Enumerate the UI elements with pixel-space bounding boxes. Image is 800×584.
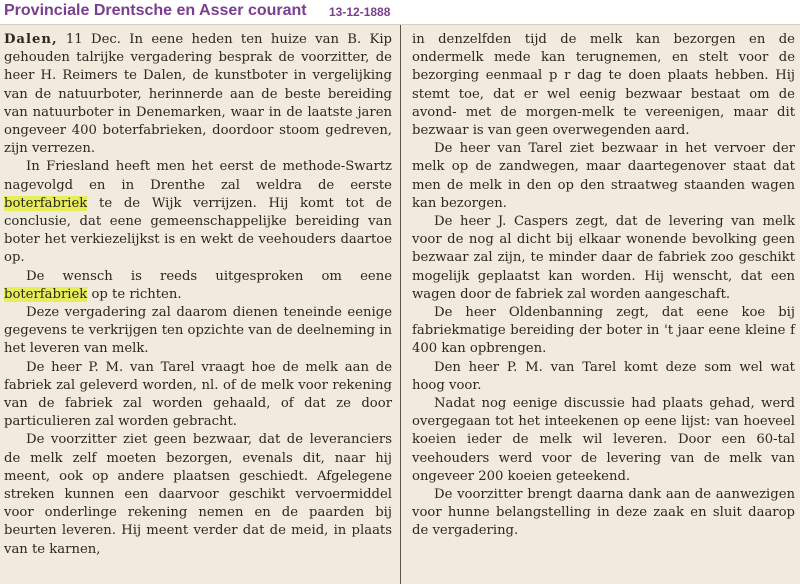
paragraph-text: 11 Dec. In eene heden ten huize van B. Kip gehouden talrijke vergadering besprak de voorzitter, de heer H. Reimers te Dalen, de kunstboter in vergelijking van de natuurboter, herinnerde aan de beste bereiding van natuurboter in Denemarken, waar in de laatste jaren ongeveer 400 boterfabrieken, doordoor stoom gedreven, zijn verrezen. [4,32,392,157]
article-paragraph: De heer van Tarel ziet bezwaar in het vervoer der melk op de zandwegen, maar daartegenover staat dat men de melk in den op den straatweg staanden wagen kan bezorgen. [412,141,795,211]
paragraph-text: De wensch is reeds uitgesproken om eene [26,268,392,284]
dateline: Dalen, [4,32,58,47]
article-paragraph [4,158,392,267]
article-column-right [412,31,795,541]
article-paragraph: Den heer P. M. van Tarel komt deze som wel wat hoog voor. [412,359,795,393]
article-paragraph: De heer Oldenbanning zegt, dat eene koe bij fabriekmatige bereiding der boter in 't jaar eene kleine f 400 kan opbrengen. [412,305,795,357]
page-header [0,0,800,24]
newspaper-clipping [0,24,800,584]
paragraph-text: In Friesland heeft men het eerst de methode-Swartz nagevolgd en in Drenthe zal weldra de eerste [4,159,392,193]
paragraph-text: te de Wijk verrijzen. Hij komt tot de conclusie, dat eene gemeenschappelijke bereiding van boter het verkiezelijkst is en wekt de veehouders daartoe op. [4,195,392,266]
column-divider [400,25,401,584]
search-highlight: boterfabriek [4,286,88,302]
article-paragraph [4,268,392,304]
newspaper-title[interactable]: Provinciale Drentsche en Asser courant [4,2,307,19]
article-paragraph: De heer J. Caspers zegt, dat de levering van melk voor de nog al dicht bij elkaar wonende bevolking geen bezwaar zal zijn, te minder daar de fabriek zoo geschikt mogelijk geplaatst kan worden. Hij wenscht, dat een wagen door de fabriek zal worden aangeschaft. [412,214,795,302]
article-paragraph: De voorzitter brengt daarna dank aan de aanwezigen voor hunne belangstelling in deze zaak en sluit daarop de vergadering. [412,487,795,539]
issue-date: 13-12-1888 [329,5,391,19]
article-paragraph: De voorzitter ziet geen bezwaar, dat de leveranciers de melk zelf moeten bezorgen, evenals dit, naar hij meent, ook op andere plaatsen geschiedt. Afgelegene streken kunnen een daarvoor geschikt vervoermiddel voor onderlinge rekening nemen en de paarden bij beurten leveren. Hij meent verder dat de meid, in plaats van te karnen, [4,432,392,557]
article-paragraph [4,31,392,158]
paragraph-text: op te richten. [87,286,182,302]
article-paragraph: in denzelfden tijd de melk kan bezorgen en de ondermelk mede kan terugnemen, en stelt voor de bezorging eenmaal p r dag te doen plaats hebben. Hij stemt toe, dat er wel eenig bezwaar bestaat om de avond- met de morgen-melk te vereenigen, maar dit bezwaar is van geen overwegenden aard. [412,32,795,139]
article-paragraph: Deze vergadering zal daarom dienen teneinde eenige gegevens te verkrijgen ten opzichte van de deelneming in het leveren van melk. [4,305,392,357]
article-column-left [4,31,392,559]
article-paragraph: Nadat nog eenige discussie had plaats gehad, werd overgegaan tot het inteekenen op eene lijst: van hoeveel koeien ieder de melk wil leveren. Door een 60-tal veehouders werd voor de levering van de melk van ongeveer 200 koeien geteekend. [412,396,795,484]
article-paragraph: De heer P. M. van Tarel vraagt hoe de melk aan de fabriek zal geleverd worden, nl. of de melk voor rekening van de fabriek zal worden gehaald, of dat ze door particulieren zal worden gebracht. [4,359,392,430]
search-highlight: boterfabriek [4,195,88,211]
